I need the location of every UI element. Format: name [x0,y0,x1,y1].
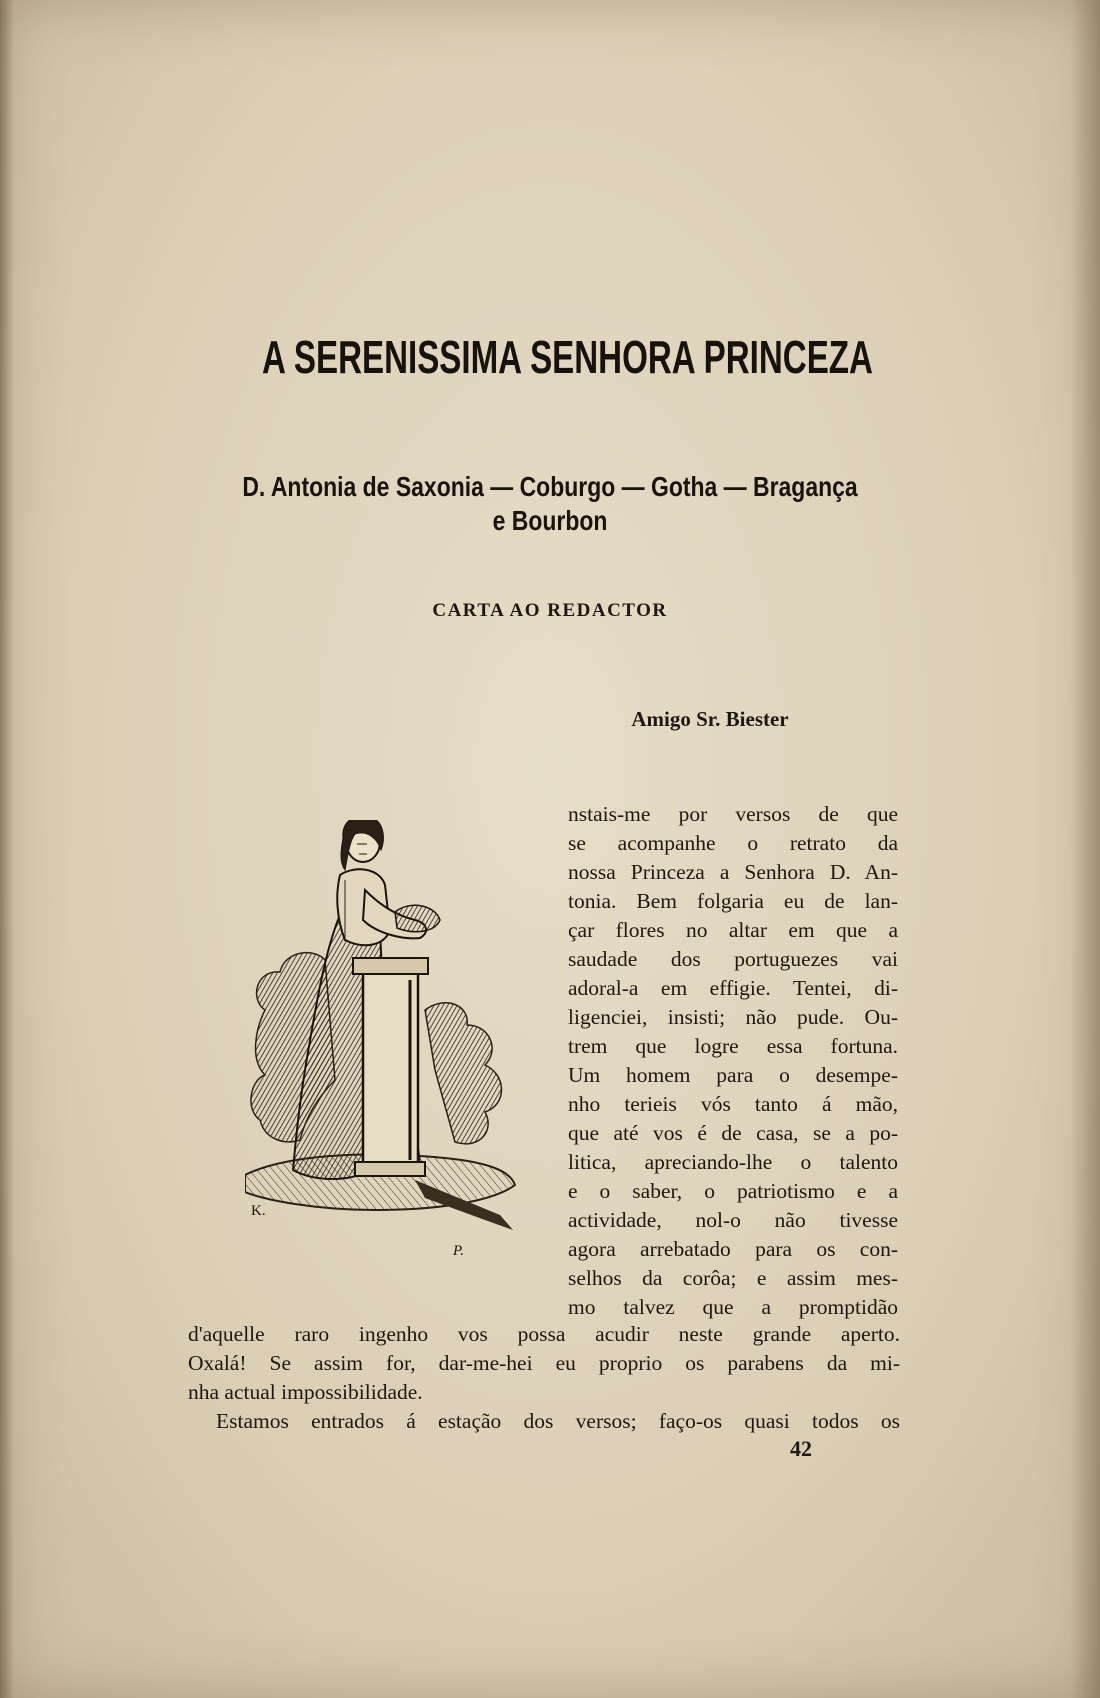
text-line: nossa Princeza a Senhora D. An- [568,860,898,884]
salutation: Amigo Sr. Biester [631,707,789,731]
text-line: trem que logre essa fortuna. [568,1034,898,1058]
letter-column-text [568,800,898,1322]
text-line: Oxalá! Se assim for, dar-me-hei eu proprio os parabens da mi- [188,1351,900,1375]
text-line: adoral-a em effigie. Tentei, di- [568,976,898,1000]
text-line: que até vos é de casa, se a po- [568,1121,898,1145]
text-line: se acompanhe o retrato da [568,831,898,855]
woman-at-pedestal-engraving [245,820,545,1280]
article-subtitle [197,470,902,538]
text-line: Estamos entrados á estação dos versos; faço-os quasi todos os [216,1409,900,1433]
page-number: 42 [790,1436,812,1461]
subtitle-line-1: D. Antonia de Saxonia — Coburgo — Gotha — Bragança [242,471,858,502]
engraver-mark-right: P. [453,1243,464,1259]
engraver-mark-left: K. [251,1203,266,1219]
text-line: e o saber, o patriotismo e a [568,1179,898,1203]
text-line: actividade, nol-o não tivesse [568,1208,898,1232]
text-line: çar flores no altar em que a [568,918,898,942]
text-line: saudade dos portuguezes vai [568,947,898,971]
article-title: A SERENISSIMA SENHORA PRINCEZA [262,331,873,383]
text-line: nstais-me por versos de que [568,802,898,826]
letter-body-text [188,1320,900,1436]
text-line: agora arrebatado para os con- [568,1237,898,1261]
text-line: selhos da corôa; e assim mes- [568,1266,898,1290]
text-line: Um homem para o desempe- [568,1063,898,1087]
subtitle-line-2: e Bourbon [492,505,608,536]
text-line: nho terieis vós tanto á mão, [568,1092,898,1116]
section-heading: CARTA AO REDACTOR [432,600,668,621]
engraving-illustration [245,820,545,1280]
text-line: d'aquelle raro ingenho vos possa acudir neste grande aperto. [188,1322,900,1346]
text-line: mo talvez que a promptidão [568,1295,898,1319]
text-line: litica, apreciando-lhe o talento [568,1150,898,1174]
text-line: ligenciei, insisti; não pude. Ou- [568,1005,898,1029]
text-line: tonia. Bem folgaria eu de lan- [568,889,898,913]
text-line: nha actual impossibilidade. [188,1380,423,1404]
